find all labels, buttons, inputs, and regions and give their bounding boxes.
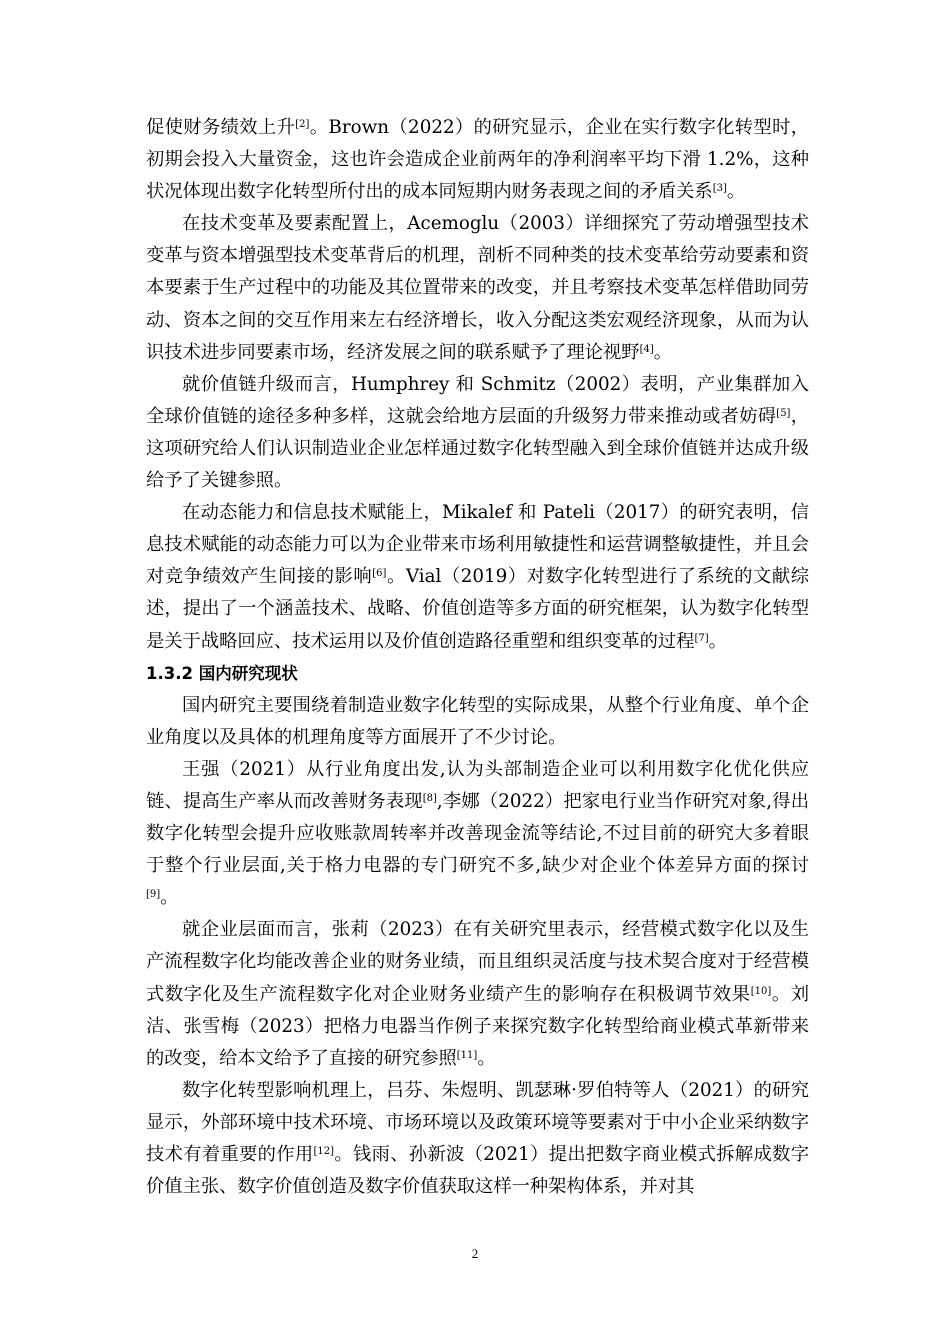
text-run: 就价值链升级而言，Humphrey 和 Schmitz（2002）表明，产业集群加入全球价值链的途径多种多样，这就会给地方层面的升级努力带来推动或者妨碍 [146, 373, 809, 427]
text-run: ,李娜（2022）把家电行业当作研究对象,得出数字化转型会提升应收账款周转率并改善现金流等结论,不过目前的研究大多着眼于整个行业层面,关于格力电器的专门研究不多,缺少对企业个体差异方面的探讨 [146, 790, 810, 877]
text-run: 国内研究主要围绕着制造业数字化转型的实际成果，从整个行业角度、单个企业角度以及具体的机理角度等方面展开了不少讨论。 [146, 694, 809, 748]
text-run: 数字化转型影响机理上，吕芬、朱煜明、凯瑟琳·罗伯特等人（2021）的研究显示，外部环境中技术环境、市场环境以及政策环境等要素对于中小企业采纳数字技术有着重要的作用 [146, 1079, 809, 1165]
text-run: 。 [726, 181, 746, 203]
paragraph [146, 497, 809, 657]
text-run: 在动态能力和信息技术赋能上，Mikalef 和 Pateli（2017）的研究表明，信息技术赋能的动态能力可以为企业带来市场利用敏捷性和运营调整敏捷性，并且会对竞争绩效产生间接的影响 [146, 502, 809, 588]
citation-ref: [6] [372, 568, 387, 580]
paragraph [146, 754, 809, 914]
paragraph [146, 690, 809, 754]
citation-ref: [12] [313, 1146, 335, 1157]
paragraph [146, 369, 809, 497]
paragraph [146, 1075, 809, 1203]
text-run: 。Vial（2019）对数字化转型进行了系统的文献综述，提出了一个涵盖技术、战略、价值创造等多方面的研究框架，认为数字化转型是关于战略回应、技术运用以及价值创造路径重塑和组织变革的过程 [146, 566, 810, 652]
text-run: ，这项研究给人们认识制造业企业怎样通过数字化转型融入到全球价值链并达成升级给予了关键参照。 [146, 405, 810, 492]
citation-ref: [7] [694, 632, 709, 644]
page-number: 2 [471, 1246, 479, 1261]
text-run: 促使财务绩效上升 [146, 117, 296, 138]
text-run: 。刘洁、张雪梅（2023）把格力电器当作例子来探究数字化转型给商业模式革新带来的改变，给本文给予了直接的研究参照 [146, 983, 810, 1069]
paragraph [146, 914, 809, 1074]
text-run: 在技术变革及要素配置上，Acemoglu（2003）详细探究了劳动增强型技术变革与资本增强型技术变革背后的机理，剖析不同种类的技术变革给劳动要素和资本要素于生产过程中的功能及其位置带来的改变，并且考察技术变革怎样借助同劳动、资本之间的交互作用来左右经济增长，收入分配这类宏观经济现象，从而为认识技术进步同要素市场，经济发展之间的联系赋予了理论视野 [146, 213, 809, 363]
section-heading [146, 658, 809, 690]
text-run: 1.3.2 国内研究现状 [146, 663, 298, 683]
text-run: 。 [160, 887, 179, 909]
citation-ref: [4] [639, 343, 654, 355]
citation-ref: [10] [750, 985, 772, 997]
text-run: 。 [477, 1047, 496, 1069]
citation-ref: [3] [712, 183, 727, 195]
text-run: 。Brown（2022）的研究显示，企业在实行数字化转型时，初期会投入大量资金，这也许会造成企业前两年的净利润率平均下滑 1.2%，这种状况体现出数字化转型所付出的成本同短期内财务表现之间的矛盾关系 [146, 117, 810, 203]
body-text [146, 112, 809, 1203]
text-run: 。 [653, 341, 673, 363]
citation-ref: [2] [295, 119, 310, 130]
paragraph [146, 112, 809, 208]
citation-ref: [8] [422, 792, 437, 804]
citation-ref: [5] [776, 407, 791, 419]
citation-ref: [9] [146, 889, 161, 901]
paragraph [146, 208, 809, 368]
text-run: 就企业层面而言，张莉（2023）在有关研究里表示，经营模式数字化以及生产流程数字化均能改善企业的财务业绩，而且组织灵活度与技术契合度对于经营模式数字化及生产流程数字化对企业财务业绩产生的影响存在积极调节效果 [146, 919, 809, 1005]
text-run: 。 [708, 630, 727, 652]
text-run: 王强（2021）从行业角度出发,认为头部制造企业可以利用数字化优化供应链、提高生产率从而改善财务表现 [146, 758, 809, 812]
citation-ref: [11] [456, 1049, 478, 1061]
text-run: 。钱雨、孙新波（2021）提出把数字商业模式拆解成数字价值主张、数字价值创造及数字价值获取这样一种架构体系，并对其 [146, 1144, 809, 1198]
